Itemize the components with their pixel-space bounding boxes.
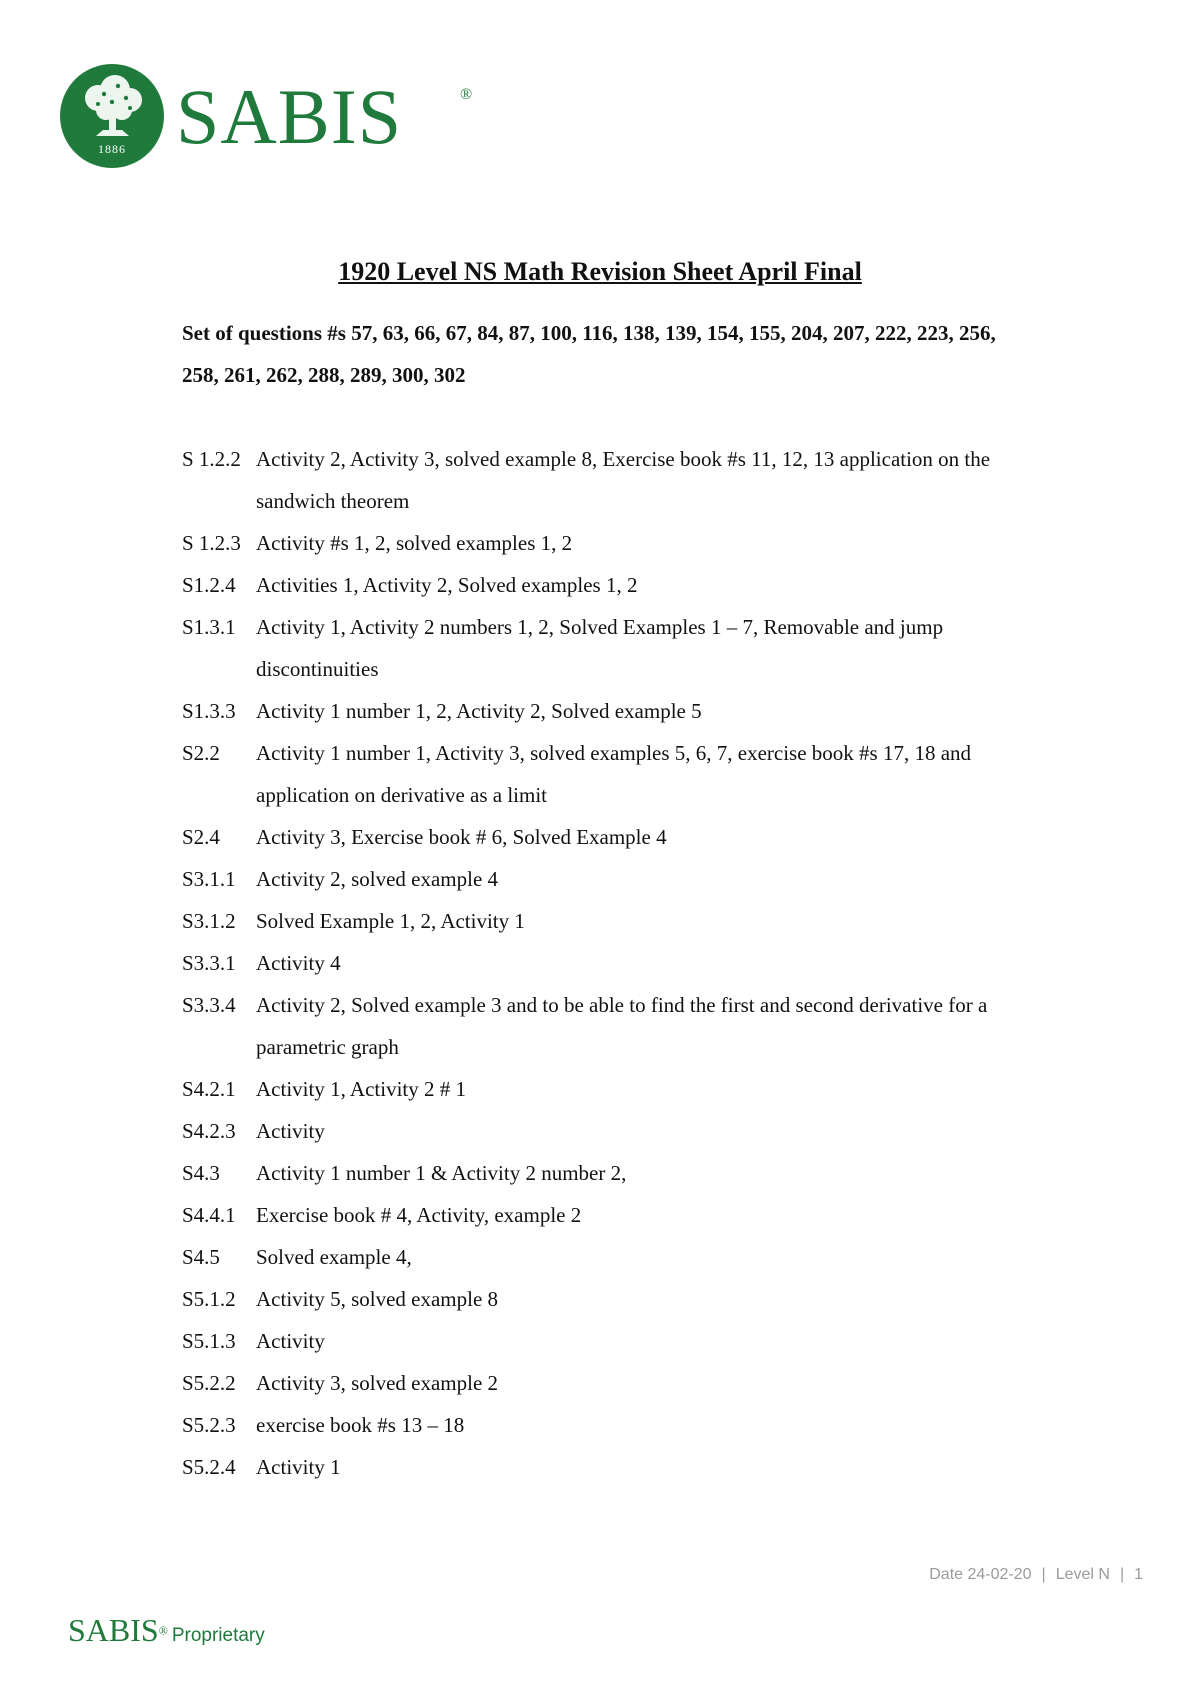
footer-separator: |	[1041, 1566, 1046, 1583]
footer-proprietary: Proprietary	[171, 1625, 265, 1646]
section-code: S5.1.3	[182, 1329, 236, 1353]
page-number: 1	[1134, 1566, 1143, 1583]
section-text: exercise book #s 13 – 18	[256, 1413, 465, 1437]
section-text: Activity 4	[256, 951, 341, 975]
list-item	[182, 1320, 1032, 1362]
section-text: Activity 1, Activity 2 # 1	[256, 1077, 466, 1101]
list-item	[182, 606, 1032, 690]
seal-year: 1886	[98, 142, 126, 156]
question-set: Set of questions #s 57, 63, 66, 67, 84, 87, 100, 116, 138, 139, 154, 155, 204, 207, 222, 223, 256, 258, 261, 262, 288, 289, 300, 302	[182, 321, 996, 387]
section-text: Activity 1 number 1 & Activity 2 number 2,	[256, 1161, 627, 1185]
section-code: S4.2.1	[182, 1077, 236, 1101]
section-code: S3.1.1	[182, 867, 236, 891]
list-item	[182, 1446, 1032, 1488]
section-code: S4.2.3	[182, 1119, 236, 1143]
section-text: Solved Example 1, 2, Activity 1	[256, 909, 525, 933]
list-item	[182, 1110, 1032, 1152]
section-text: Activity #s 1, 2, solved examples 1, 2	[256, 531, 573, 555]
section-code: S1.3.3	[182, 699, 236, 723]
section-text: Activity 1 number 1, 2, Activity 2, Solved example 5	[256, 699, 702, 723]
section-text: Activities 1, Activity 2, Solved examples 1, 2	[256, 573, 638, 597]
section-code: S1.2.4	[182, 573, 236, 597]
footer-separator: |	[1119, 1566, 1125, 1583]
section-code: S4.5	[182, 1245, 220, 1269]
list-item	[182, 1362, 1032, 1404]
section-code: S5.2.3	[182, 1413, 236, 1437]
section-code: S 1.2.3	[182, 531, 241, 555]
section-code: S4.3	[182, 1161, 220, 1185]
section-text: Activity 3, Exercise book # 6, Solved Example 4	[256, 825, 667, 849]
list-item	[182, 1236, 1032, 1278]
footer-date: Date 24-02-20	[929, 1566, 1032, 1583]
section-code: S5.1.2	[182, 1287, 236, 1311]
footer-meta	[929, 1566, 1143, 1584]
footer-brand	[68, 1612, 265, 1649]
section-code: S2.4	[182, 825, 220, 849]
section-code: S3.3.4	[182, 993, 236, 1017]
section-text: Activity 5, solved example 8	[256, 1287, 499, 1311]
footer-brand-word: SABIS	[68, 1612, 159, 1648]
list-item	[182, 690, 1032, 732]
section-text: Activity 2, Activity 3, solved example 8, Exercise book #s 11, 12, 13 application on the sandwich theorem	[256, 447, 991, 513]
registered-mark: ®	[460, 86, 473, 103]
section-code: S3.3.1	[182, 951, 236, 975]
list-item	[182, 1278, 1032, 1320]
revision-list	[182, 438, 1032, 1488]
section-text: Solved example 4,	[256, 1245, 412, 1269]
section-text: Exercise book # 4, Activity, example 2	[256, 1203, 582, 1227]
list-item	[182, 1068, 1032, 1110]
list-item	[182, 438, 1032, 522]
section-text: Activity	[256, 1119, 325, 1143]
document-title: 1920 Level NS Math Revision Sheet April Final	[338, 257, 862, 286]
list-item	[182, 564, 1032, 606]
tree-seal-icon	[60, 64, 164, 168]
list-item	[182, 942, 1032, 984]
footer-registered-mark: ®	[158, 1623, 168, 1638]
section-code: S 1.2.2	[182, 447, 241, 471]
brand-wordmark: SABIS	[176, 73, 403, 160]
section-code: S5.2.4	[182, 1455, 236, 1479]
section-text: Activity 1 number 1, Activity 3, solved examples 5, 6, 7, exercise book #s 17, 18 and application on derivative as a limit	[256, 741, 972, 807]
list-item	[182, 522, 1032, 564]
section-text: Activity 3, solved example 2	[256, 1371, 499, 1395]
section-code: S1.3.1	[182, 615, 236, 639]
section-text: Activity 2, Solved example 3 and to be able to find the first and second derivative for a parametric graph	[256, 993, 988, 1059]
footer-level: Level N	[1055, 1566, 1110, 1583]
list-item	[182, 1404, 1032, 1446]
list-item	[182, 984, 1032, 1068]
section-code: S4.4.1	[182, 1203, 236, 1227]
section-text: Activity 1	[256, 1455, 341, 1479]
list-item	[182, 1152, 1032, 1194]
section-text: Activity 1, Activity 2 numbers 1, 2, Solved Examples 1 – 7, Removable and jump discontinuities	[256, 615, 944, 681]
section-text: Activity	[256, 1329, 325, 1353]
section-code: S3.1.2	[182, 909, 236, 933]
list-item	[182, 900, 1032, 942]
list-item	[182, 1194, 1032, 1236]
section-code: S2.2	[182, 741, 220, 765]
list-item	[182, 858, 1032, 900]
section-code: S5.2.2	[182, 1371, 236, 1395]
sabis-logo	[60, 64, 473, 174]
list-item	[182, 816, 1032, 858]
section-text: Activity 2, solved example 4	[256, 867, 499, 891]
list-item	[182, 732, 1032, 816]
